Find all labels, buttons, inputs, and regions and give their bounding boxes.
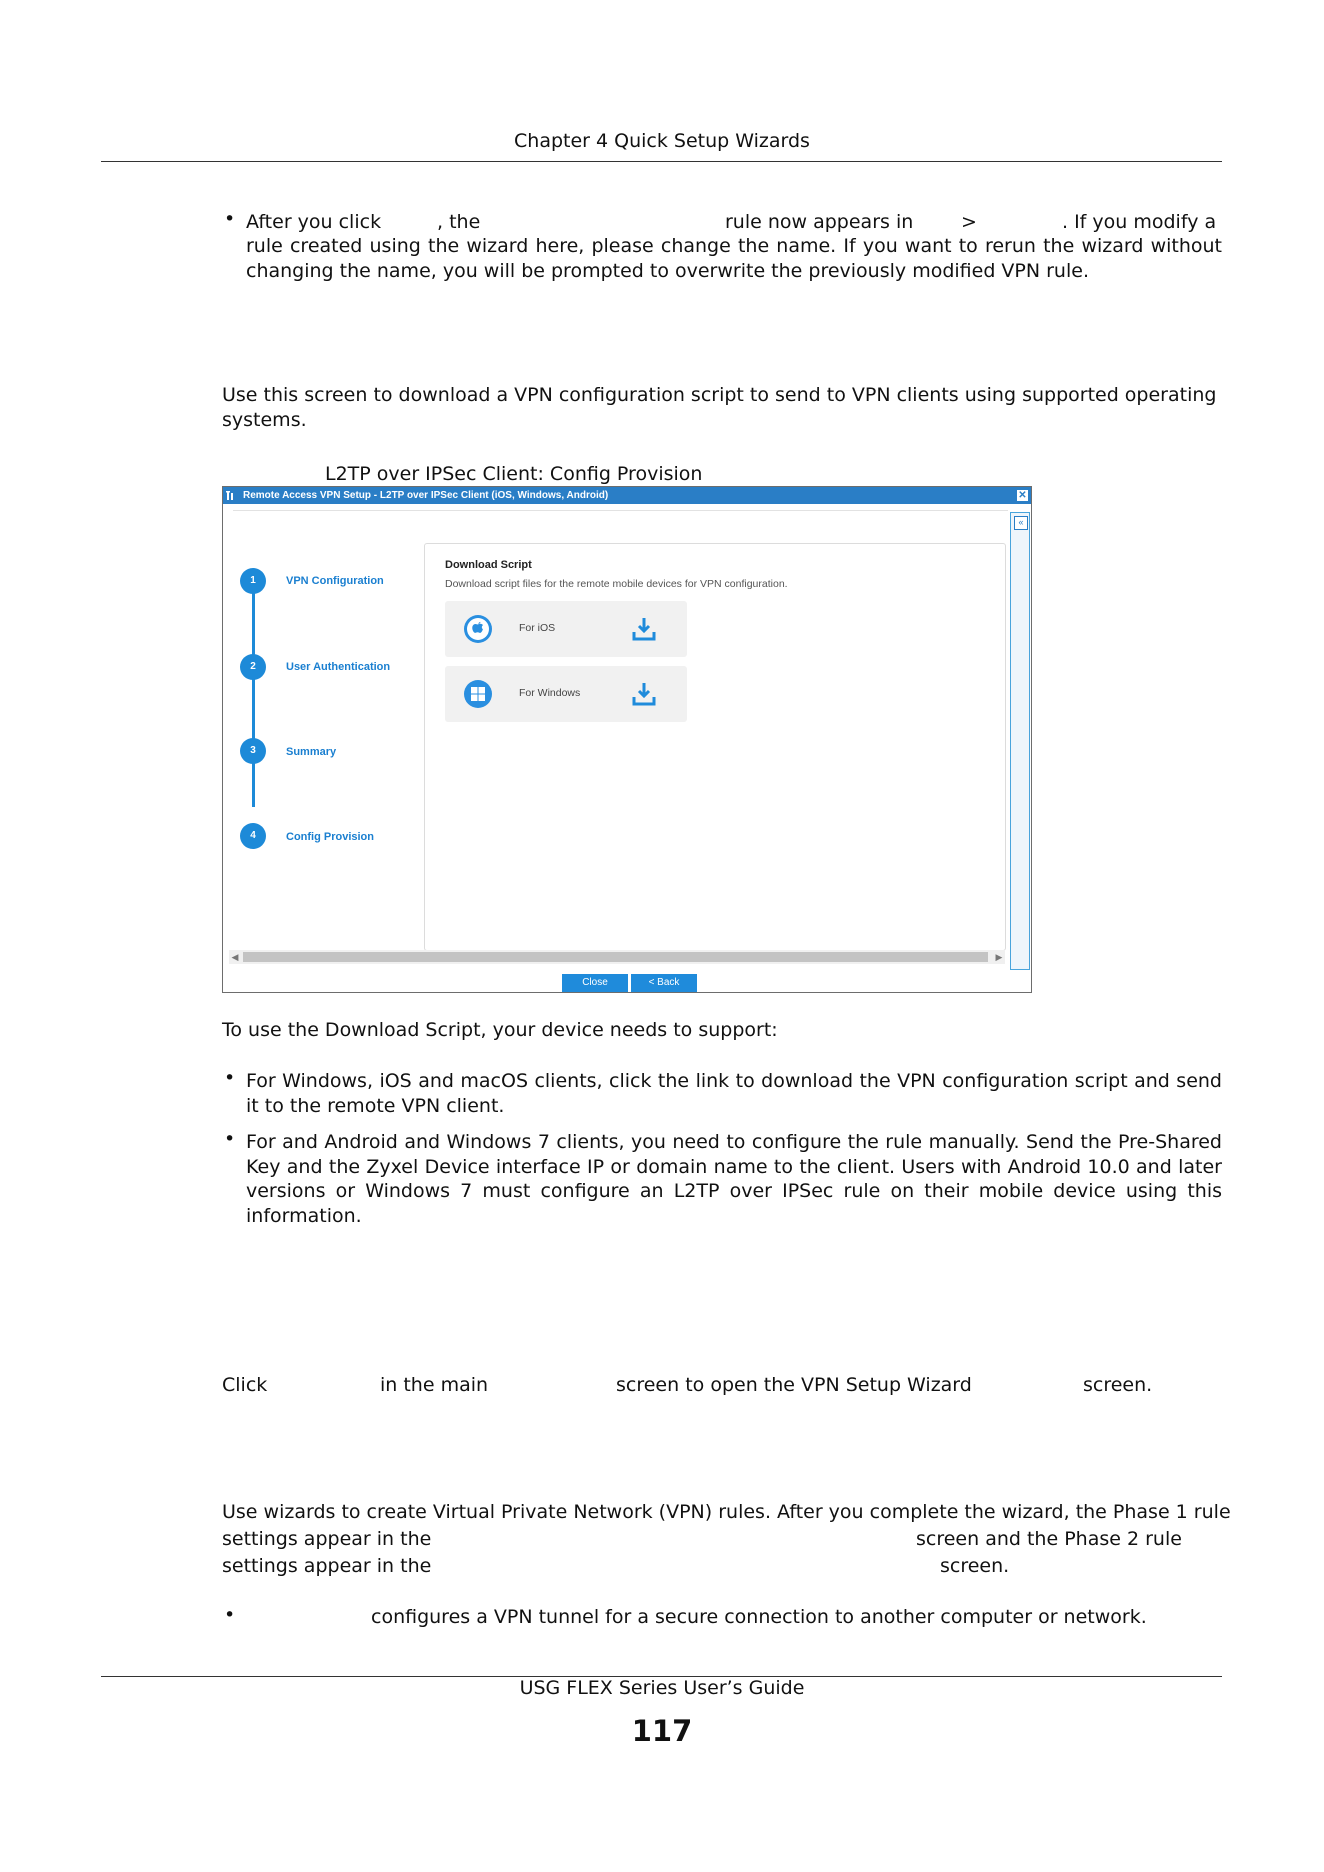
side-panel-collapse[interactable] [1010, 512, 1030, 970]
support-intro: To use the Download Script, your device needs to support: [222, 1019, 778, 1041]
vpn-wizard-line2a: settings appear in the [222, 1528, 432, 1550]
page-number: 117 [631, 1714, 693, 1748]
header-rule [101, 161, 1222, 162]
step-2-label[interactable]: User Authentication [286, 661, 391, 673]
download-windows-item[interactable] [445, 666, 687, 722]
click-text-d: screen. [1083, 1374, 1153, 1396]
vpn-wizard-line3b: screen. [940, 1555, 1010, 1577]
download-ios-item[interactable] [445, 601, 687, 657]
intro-text-rest: rule created using the wizard here, please change the name. If you want to rerun the wizard without changing the name, you will be prompted to overwrite the previously modified VPN rule. [246, 235, 1222, 282]
support-bullet-2: For and Android and Windows 7 clients, you need to configure the rule manually. Send the Pre-Shared Key and the Zyxel Device interface IP or domain name to the client. Users with Android 10.0 and later versions or Windows 7 must configure an L2TP over IPSec rule on their mobile device using this information. [246, 1131, 1222, 1227]
windows-icon [463, 679, 493, 709]
download-icon[interactable] [630, 615, 658, 643]
chapter-title: Chapter 4 Quick Setup Wizards [514, 130, 810, 152]
scroll-right-icon[interactable]: ▶ [995, 952, 1003, 962]
support-bullet-1: For Windows, iOS and macOS clients, click the link to download the VPN configuration script and send it to the remote VPN client. [246, 1070, 1222, 1117]
intro-text-c: rule now appears in [725, 211, 914, 233]
close-icon[interactable]: ✕ [1018, 490, 1027, 501]
panel-title: Download Script [445, 559, 532, 571]
step-3-circle[interactable]: 3 [240, 738, 266, 764]
intro-text-e: . If you modify a [1062, 211, 1217, 233]
config-provision-intro: Use this screen to download a VPN configuration script to send to VPN clients using supported operating systems. [222, 384, 1217, 431]
collapse-icon[interactable]: « [1014, 516, 1028, 530]
download-windows-label: For Windows [519, 687, 581, 699]
window-title: Remote Access VPN Setup - L2TP over IPSec Client (iOS, Windows, Android) [243, 490, 609, 501]
vpn-wizard-line2b: screen and the Phase 2 rule [916, 1528, 1182, 1550]
vpn-wizard-line3a: settings appear in the [222, 1555, 432, 1577]
intro-text-b: , the [437, 211, 481, 233]
step-1-circle[interactable]: 1 [240, 568, 266, 594]
guide-title: USG FLEX Series User’s Guide [519, 1677, 805, 1699]
window-titlebar [223, 487, 1031, 504]
horizontal-scrollbar[interactable] [229, 950, 1005, 964]
scroll-left-icon[interactable]: ◀ [231, 952, 239, 962]
figure-caption: L2TP over IPSec Client: Config Provision [325, 463, 703, 485]
intro-text-a: After you click [246, 211, 382, 233]
step-4-label[interactable]: Config Provision [286, 831, 374, 843]
click-text-b: in the main [380, 1374, 489, 1396]
close-button[interactable]: Close [562, 974, 628, 992]
title-separator [233, 510, 1008, 511]
bullet-dot: • [224, 208, 236, 230]
download-icon[interactable] [630, 680, 658, 708]
back-button[interactable]: < Back [631, 974, 697, 992]
scroll-thumb[interactable] [243, 952, 988, 962]
bullet-dot: • [224, 1604, 236, 1626]
bullet-dot: • [224, 1067, 236, 1089]
click-text-a: Click [222, 1374, 268, 1396]
vpn-wizard-bullet: configures a VPN tunnel for a secure connection to another computer or network. [371, 1606, 1147, 1628]
vpn-setup-window [222, 486, 1032, 993]
download-script-panel [424, 543, 1006, 951]
step-1-label[interactable]: VPN Configuration [286, 575, 384, 587]
vpn-wizard-line1: Use wizards to create Virtual Private Network (VPN) rules. After you complete the wizard, the Phase 1 rule [222, 1501, 1231, 1523]
wizard-icon [226, 490, 236, 501]
step-4-circle[interactable]: 4 [240, 823, 266, 849]
step-3-label[interactable]: Summary [286, 746, 337, 758]
bullet-dot: • [224, 1128, 236, 1150]
panel-description: Download script files for the remote mobile devices for VPN configuration. [445, 578, 788, 590]
intro-text-d: > [961, 211, 977, 233]
apple-icon [463, 614, 493, 644]
click-text-c: screen to open the VPN Setup Wizard [616, 1374, 972, 1396]
step-2-circle[interactable]: 2 [240, 654, 266, 680]
download-ios-label: For iOS [519, 622, 556, 634]
step-progress-line [252, 587, 255, 807]
